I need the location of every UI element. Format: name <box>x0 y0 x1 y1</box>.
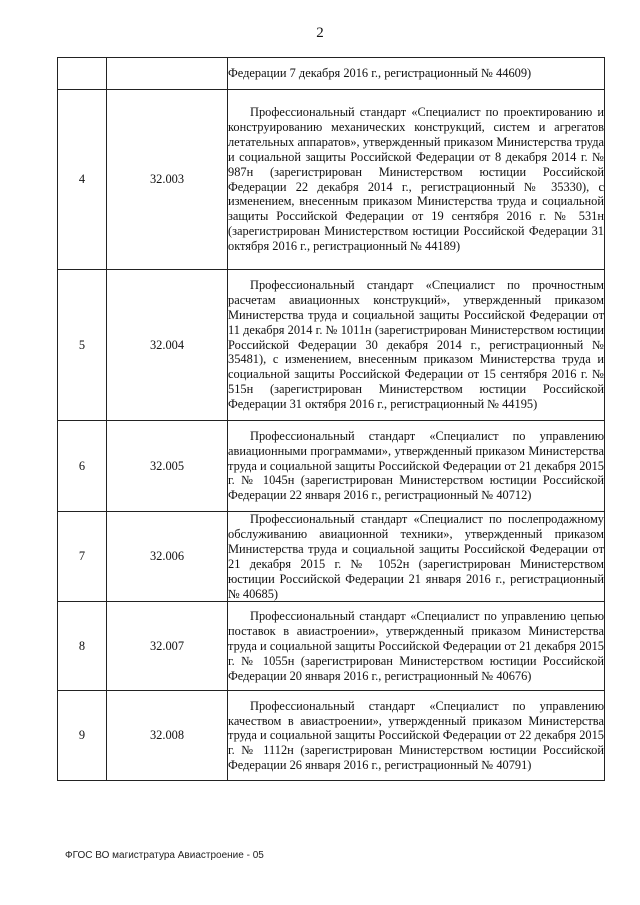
table-row <box>58 691 605 781</box>
row-description-text: Профессиональный стандарт «Специалист по послепродажному обслуживанию авиационной техники», утвержденный приказом Министерства труда и социальной защиты Российской Федерации от 21 декабря 2015 г. № 1052н (зарегистрирован Министерством юстиции Российской Федерации 21 января 2016 г., регистрационный № 40685) <box>228 512 604 601</box>
row-description <box>228 270 605 421</box>
row-description <box>228 512 605 602</box>
row-description <box>228 691 605 781</box>
row-description <box>228 90 605 270</box>
table-row-continuation <box>58 58 605 90</box>
row-code: 32.007 <box>107 602 228 691</box>
row-number: 8 <box>58 602 107 691</box>
row-description-text: Профессиональный стандарт «Специалист по управлению цепью поставок в авиастроении», утвержденный приказом Министерства труда и социальной защиты Российской Федерации от 21 декабря 2015 г. № 1055н (зарегистрирован Министерством юстиции Российской Федерации 20 января 2016 г., регистрационный № 40676) <box>228 609 604 683</box>
row-code: 32.008 <box>107 691 228 781</box>
row-description-text: Профессиональный стандарт «Специалист по проектированию и конструированию механических конструкций, систем и агрегатов летательных аппаратов», утвержденный приказом Министерства труда и социальной защиты Российской Федерации от 8 декабря 2014 г. № 987н (зарегистрирован Министерством юстиции Российской Федерации 22 декабря 2014 г., регистрационный № 35330), с изменением, внесенным приказом Министерства труда и социальной защиты Российской Федерации от 19 сентября 2016 г. № 531н (зарегистрирован Министерством юстиции Российской Федерации 31 октября 2016 г., регистрационный № 44189) <box>228 104 604 254</box>
row-code-cell <box>107 58 228 90</box>
page-number: 2 <box>316 25 324 41</box>
row-code: 32.006 <box>107 512 228 602</box>
row-description-cell <box>228 58 605 90</box>
row-code: 32.005 <box>107 421 228 512</box>
footer-text: ФГОС ВО магистратура Авиастроение - 05 <box>65 850 264 861</box>
table-row <box>58 512 605 602</box>
table-row <box>58 421 605 512</box>
row-description <box>228 602 605 691</box>
table-row <box>58 270 605 421</box>
row-number: 6 <box>58 421 107 512</box>
continuation-text: Федерации 7 декабря 2016 г., регистрационный № 44609) <box>228 66 532 81</box>
row-description-text: Профессиональный стандарт «Специалист по управлению авиационными программами», утвержденный приказом Министерства труда и социальной защиты Российской Федерации от 21 декабря 2015 г. № 1045н (зарегистрирован Министерством юстиции Российской Федерации 22 января 2016 г., регистрационный № 40712) <box>228 428 604 503</box>
table-row <box>58 602 605 691</box>
row-code: 32.004 <box>107 270 228 421</box>
row-number-cell <box>58 58 107 90</box>
row-number: 5 <box>58 270 107 421</box>
row-number: 9 <box>58 691 107 781</box>
row-number: 7 <box>58 512 107 602</box>
row-description <box>228 421 605 512</box>
row-description-text: Профессиональный стандарт «Специалист по управлению качеством в авиастроении», утвержденный приказом Министерства труда и социальной защиты Российской Федерации от 22 декабря 2015 г. № 1112н (зарегистрирован Министерством юстиции Российской Федерации 26 января 2016 г., регистрационный № 40791) <box>228 698 604 773</box>
row-code: 32.003 <box>107 90 228 270</box>
table-row <box>58 90 605 270</box>
row-description-text: Профессиональный стандарт «Специалист по прочностным расчетам авиационных конструкций», утвержденный приказом Министерства труда и социальной защиты Российской Федерации от 11 декабря 2014 г. № 1011н (зарегистрирован Министерством юстиции Российской Федерации 30 декабря 2014 г., регистрационный № 35481), с изменением, внесенным приказом Министерства труда и социальной защиты Российской Федерации от 15 сентября 2016 г. № 515н (зарегистрирован Министерством юстиции Российской Федерации 31 октября 2016 г., регистрационный № 44195) <box>228 277 604 412</box>
row-number: 4 <box>58 90 107 270</box>
standards-table <box>57 57 605 781</box>
